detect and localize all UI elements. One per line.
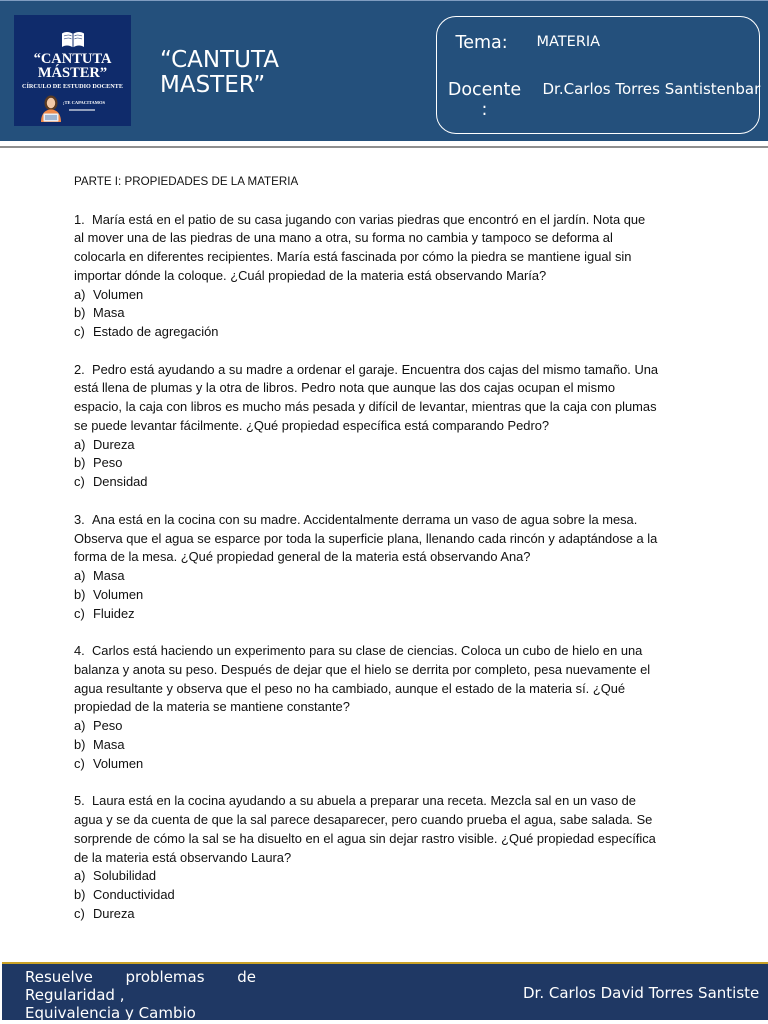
logo-slogan: ¡TE CAPACITAMOS bbox=[63, 100, 105, 105]
option-letter: b) bbox=[74, 305, 86, 321]
option-letter: c) bbox=[74, 324, 85, 340]
answer-option bbox=[74, 567, 694, 586]
question-text: Ana está en la cocina con su madre. Accidentalmente derrama un vaso de agua sobre la mesa. bbox=[92, 511, 638, 527]
option-text: Masa bbox=[93, 305, 125, 321]
question-text-line: de la materia está observando Laura? bbox=[74, 849, 292, 865]
info-box bbox=[436, 16, 760, 134]
answer-option bbox=[74, 436, 694, 455]
spacer bbox=[74, 492, 694, 511]
question-number: 4. bbox=[74, 643, 85, 659]
logo-title: “CANTUTA MÁSTER” bbox=[33, 51, 112, 81]
question-4 bbox=[74, 642, 694, 773]
option-text: Peso bbox=[93, 455, 123, 471]
option-letter: a) bbox=[74, 436, 86, 452]
option-text: Peso bbox=[93, 718, 123, 734]
answer-option bbox=[74, 736, 694, 755]
question-text: Laura está en la cocina ayudando a su abuela a preparar una receta. Mezcla sal en un vaso de bbox=[92, 793, 636, 809]
question-text-line bbox=[74, 792, 694, 811]
option-letter: c) bbox=[74, 905, 85, 921]
question-number: 1. bbox=[74, 211, 85, 227]
answer-option bbox=[74, 905, 694, 924]
option-text: Volumen bbox=[93, 286, 144, 302]
question-text-line: importar dónde la coloque. ¿Cuál propiedad de la materia está observando María? bbox=[74, 267, 547, 283]
question-text-line: propiedad de la materia se mantiene constante? bbox=[74, 699, 350, 715]
answer-option bbox=[74, 454, 694, 473]
option-letter: c) bbox=[74, 755, 85, 771]
spacer bbox=[74, 623, 694, 642]
answer-option bbox=[74, 473, 694, 492]
option-letter: a) bbox=[74, 868, 86, 884]
competency-line: Regularidad , bbox=[25, 986, 125, 1004]
footer-author: Dr. Carlos David Torres Santiste bbox=[523, 984, 760, 1002]
question-text-line: colocarla en diferentes recipientes. María está fascinada por cómo la piedra se mantiene igual sin bbox=[74, 249, 632, 265]
answer-option bbox=[74, 886, 694, 905]
competency-line: Resuelve problemas de bbox=[25, 968, 256, 986]
book-icon bbox=[61, 31, 85, 49]
question-text: Pedro está ayudando a su madre a ordenar el garaje. Encuentra dos cajas del mismo tamaño. Una bbox=[92, 361, 659, 377]
question-text-line bbox=[74, 642, 694, 661]
logo bbox=[14, 15, 131, 126]
option-text: Masa bbox=[93, 736, 125, 752]
competency-text bbox=[25, 968, 256, 1022]
competency-line: Equivalencia y Cambio bbox=[25, 1004, 196, 1022]
question-text-line: al mover una de las piedras de una mano a otra, su forma no cambia y tampoco se deforma al bbox=[74, 230, 613, 246]
question-text-line: forma de la mesa. ¿Qué propiedad general de la materia está observando Ana? bbox=[74, 549, 531, 565]
document-header bbox=[0, 0, 768, 141]
question-1 bbox=[74, 211, 694, 342]
answer-option bbox=[74, 586, 694, 605]
question-2 bbox=[74, 361, 694, 492]
question-number: 5. bbox=[74, 793, 85, 809]
part-heading: PARTE I: PROPIEDADES DE LA MATERIA bbox=[74, 175, 299, 188]
option-letter: a) bbox=[74, 718, 86, 734]
header-divider bbox=[0, 146, 768, 148]
option-text: Densidad bbox=[93, 474, 148, 490]
question-text-line: sorprende de cómo la sal se ha disuelto en el agua sin dejar rastro visible. ¿Qué propiedad específica bbox=[74, 830, 656, 846]
logo-slogan-mark bbox=[69, 109, 95, 111]
question-text-line: agua y se da cuenta de que la sal parece desaparecer, pero cuando prueba el agua, sabe salada. Se bbox=[74, 812, 653, 828]
question-3 bbox=[74, 511, 694, 624]
option-text: Volumen bbox=[93, 755, 144, 771]
question-text-line bbox=[74, 361, 694, 380]
option-text: Dureza bbox=[93, 436, 135, 452]
question-text-line: balanza y anota su peso. Después de dejar que el hielo se derrita por completo, pesa nuevamente el bbox=[74, 661, 651, 677]
topic-value: MATERIA bbox=[536, 33, 601, 50]
option-letter: a) bbox=[74, 568, 86, 584]
option-text: Estado de agregación bbox=[93, 324, 219, 340]
option-letter: b) bbox=[74, 736, 86, 752]
answer-option bbox=[74, 867, 694, 886]
teacher-label: Docente : bbox=[447, 79, 522, 120]
topic-label: Tema: bbox=[455, 32, 508, 53]
question-text: Carlos está haciendo un experimento para su clase de ciencias. Coloca un cubo de hielo en una bbox=[92, 643, 643, 659]
answer-option bbox=[74, 755, 694, 774]
question-text-line bbox=[74, 511, 694, 530]
option-letter: c) bbox=[74, 605, 85, 621]
question-text-line: espacio, la caja con libros es mucho más pesada y difícil de levantar, mientras que la caja con plumas bbox=[74, 399, 657, 415]
question-text-line: agua resultante y observa que el peso no ha cambiado, aunque el estado de la materia sí. ¿Qué bbox=[74, 680, 626, 696]
option-text: Masa bbox=[93, 568, 125, 584]
answer-option bbox=[74, 605, 694, 624]
option-letter: b) bbox=[74, 586, 86, 602]
question-text-line: está llena de plumas y la otra de libros. Pedro nota que aunque las dos cajas ocupan el mismo bbox=[74, 380, 616, 396]
question-number: 3. bbox=[74, 511, 85, 527]
question-5 bbox=[74, 792, 694, 923]
logo-subtitle: CÍRCULO DE ESTUDIO DOCENTE bbox=[22, 83, 123, 90]
spacer bbox=[74, 342, 694, 361]
question-text-line: Observa que el agua se esparce por toda la superficie plana, llenando cada rincón y adaptándose a la bbox=[74, 530, 658, 546]
option-letter: b) bbox=[74, 887, 86, 903]
option-text: Conductividad bbox=[93, 887, 175, 903]
answer-option bbox=[74, 304, 694, 323]
question-number: 2. bbox=[74, 361, 85, 377]
option-letter: b) bbox=[74, 455, 86, 471]
option-text: Fluidez bbox=[93, 605, 135, 621]
option-letter: c) bbox=[74, 474, 85, 490]
answer-option bbox=[74, 323, 694, 342]
question-text-line bbox=[74, 211, 694, 230]
question-text-line: se puede levantar fácilmente. ¿Qué propiedad específica está comparando Pedro? bbox=[74, 417, 550, 433]
answer-option bbox=[74, 717, 694, 736]
option-text: Dureza bbox=[93, 905, 135, 921]
question-text: María está en el patio de su casa jugando con varias piedras que encontró en el jardín. Nota que bbox=[92, 211, 646, 227]
document-footer bbox=[2, 962, 768, 1020]
teacher-value: Dr.Carlos Torres Santistenbar bbox=[542, 79, 761, 98]
brand-title: “CANTUTA MASTER” bbox=[160, 47, 279, 98]
student-with-laptop-icon bbox=[38, 94, 64, 122]
spacer bbox=[74, 774, 694, 793]
spacer bbox=[74, 192, 694, 211]
option-text: Solubilidad bbox=[93, 868, 157, 884]
worksheet-body bbox=[74, 173, 694, 924]
answer-option bbox=[74, 286, 694, 305]
option-letter: a) bbox=[74, 286, 86, 302]
option-text: Volumen bbox=[93, 586, 144, 602]
